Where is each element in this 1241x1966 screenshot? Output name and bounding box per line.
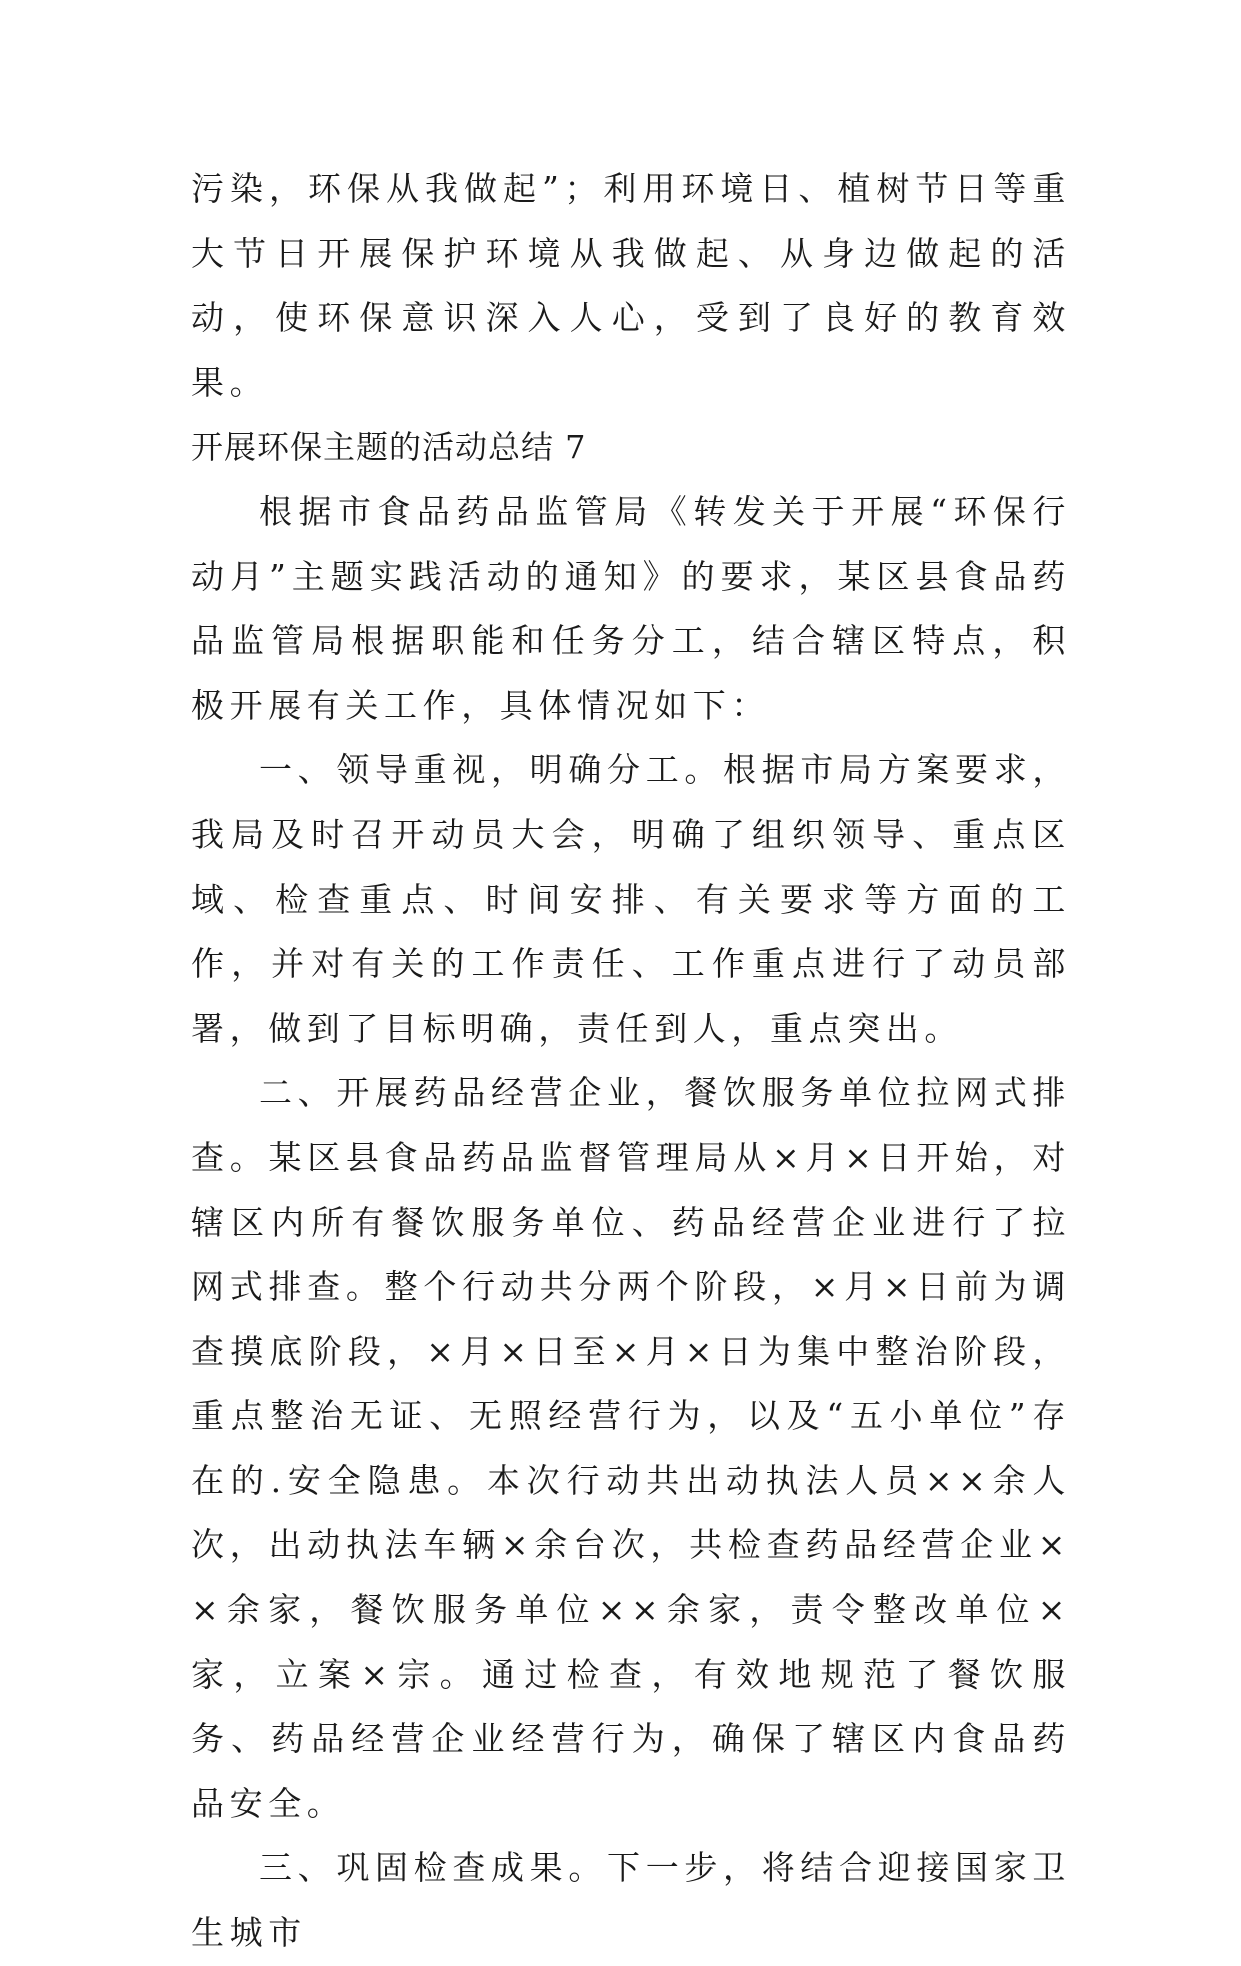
section-2-paragraph: 二、开展药品经营企业，餐饮服务单位拉网式排查。某区县食品药品监督管理局从×月×日开始，对辖区内所有餐饮服务单位、药品经营企业进行了拉网式排查。整个行动共分两个阶段，×月×日前为调查摸底阶段，×月×日至×月×日为集中整治阶段，重点整治无证、无照经营行为，以及“五小单位”存在的.安全隐患。本次行动共出动执法人员××余人次，出动执法车辆×余台次，共检查药品经营企业××余家，餐饮服务单位××余家，责令整改单位×家，立案×宗。通过检查，有效地规范了餐饮服务、药品经营企业经营行为，确保了辖区内食品药品安全。 <box>191 1073 1071 1823</box>
section-1-paragraph: 一、领导重视，明确分工。根据市局方案要求，我局及时召开动员大会，明确了组织领导、重点区域、检查重点、时间安排、有关要求等方面的工作，并对有关的工作责任、工作重点进行了动员部署，做到了目标明确，责任到人，重点突出。 <box>191 750 1071 1048</box>
continuation-paragraph: 污染，环保从我做起”；利用环境日、植树节日等重大节日开展保护环境从我做起、从身边做起的活动，使环保意识深入人心，受到了良好的教育效果。 <box>191 169 1071 402</box>
section-heading: 开展环保主题的活动总结 7 <box>191 428 587 467</box>
document-body <box>191 157 1071 1966</box>
section-3-paragraph: 三、巩固检查成果。下一步，将结合迎接国家卫生城市 <box>191 1848 1071 1953</box>
intro-paragraph: 根据市食品药品监管局《转发关于开展“环保行动月”主题实践活动的通知》的要求，某区县食品药品监管局根据职能和任务分工，结合辖区特点，积极开展有关工作，具体情况如下： <box>191 491 1071 725</box>
